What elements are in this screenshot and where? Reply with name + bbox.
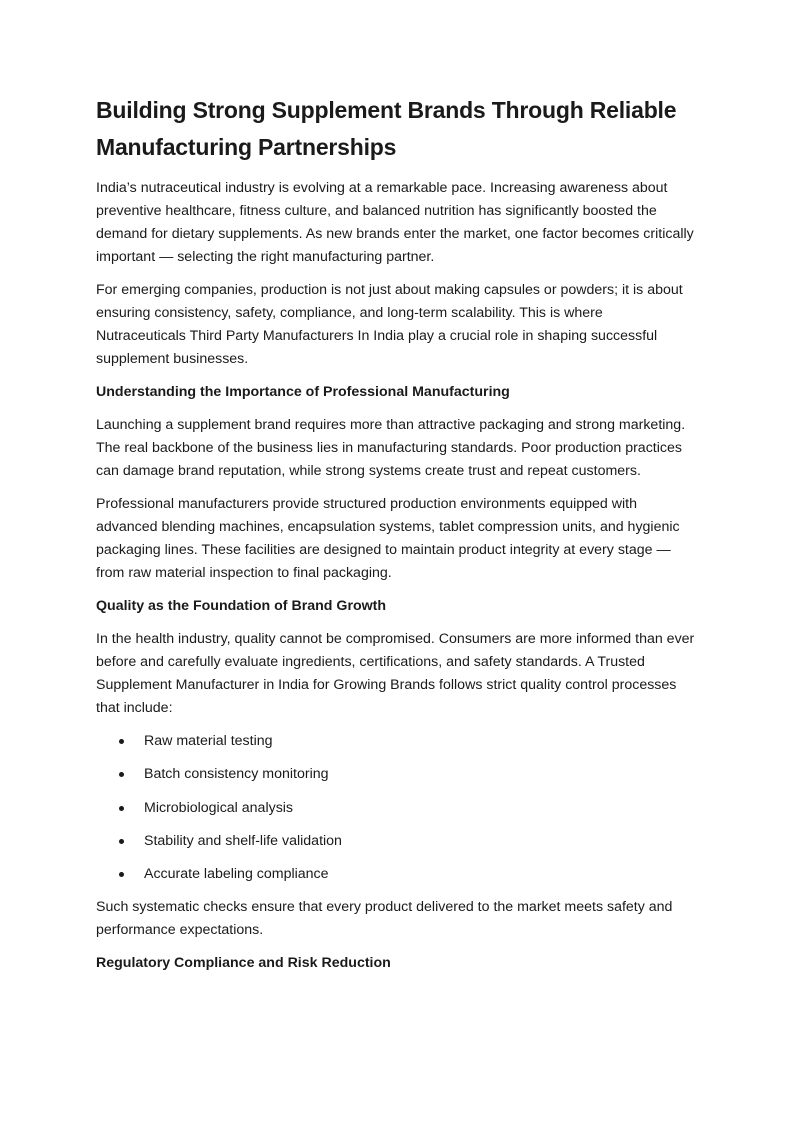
bullet-icon bbox=[119, 872, 124, 877]
section-heading-manufacturing: Understanding the Importance of Professional Manufacturing bbox=[96, 384, 510, 400]
list-item-text: Stability and shelf-life validation bbox=[144, 832, 342, 849]
bullet-icon bbox=[119, 772, 124, 777]
list-item bbox=[96, 830, 696, 853]
list-item bbox=[96, 763, 696, 786]
section2-paragraph-2: Such systematic checks ensure that every product delivered to the market meets safety and performance expectations. bbox=[96, 899, 673, 939]
intro-paragraph-1: India’s nutraceutical industry is evolving at a remarkable pace. Increasing awareness about preventive healthcare, fitness culture, and balanced nutrition has significantly boosted the demand for dietary supplements. As new brands enter the market, one factor becomes critically important — selecting the right manufacturing partner. bbox=[96, 180, 694, 265]
document-page bbox=[96, 92, 696, 985]
bullet-icon bbox=[119, 739, 124, 744]
section1-paragraph-1: Launching a supplement brand requires more than attractive packaging and strong marketing. The real backbone of the business lies in manufacturing standards. Poor production practices can damage brand reputation, while strong systems create trust and repeat customers. bbox=[96, 417, 686, 479]
section-heading-compliance: Regulatory Compliance and Risk Reduction bbox=[96, 955, 391, 972]
bullet-icon bbox=[119, 839, 124, 844]
list-item bbox=[96, 797, 696, 820]
section2-paragraph-1: In the health industry, quality cannot be compromised. Consumers are more informed than ever before and carefully evaluate ingredients, certifications, and safety standards. A Trusted Supplement Manufacturer in India for Growing Brands follows strict quality control processes that include: bbox=[96, 631, 695, 716]
list-item-text: Accurate labeling compliance bbox=[144, 866, 329, 883]
list-item bbox=[96, 730, 696, 753]
bullet-icon bbox=[119, 806, 124, 811]
document-title: Building Strong Supplement Brands Through Reliable Manufacturing Partnerships bbox=[96, 97, 677, 160]
quality-checks-list bbox=[96, 730, 696, 886]
list-item bbox=[96, 863, 696, 886]
list-item-text: Raw material testing bbox=[144, 733, 273, 749]
intro-paragraph-2: For emerging companies, production is not just about making capsules or powders; it is about ensuring consistency, safety, compliance, and long-term scalability. This is where Nutraceuticals Third Party Manufacturers In India play a crucial role in shaping successful supplement businesses. bbox=[96, 282, 683, 367]
section-heading-quality: Quality as the Foundation of Brand Growth bbox=[96, 598, 387, 614]
section1-paragraph-2: Professional manufacturers provide structured production environments equipped with advanced blending machines, encapsulation systems, tablet compression units, and hygienic packaging lines. These facilities are designed to maintain product integrity at every stage — from raw material inspection to final packaging. bbox=[96, 496, 680, 581]
list-item-text: Microbiological analysis bbox=[144, 799, 294, 816]
list-item-text: Batch consistency monitoring bbox=[144, 766, 329, 783]
